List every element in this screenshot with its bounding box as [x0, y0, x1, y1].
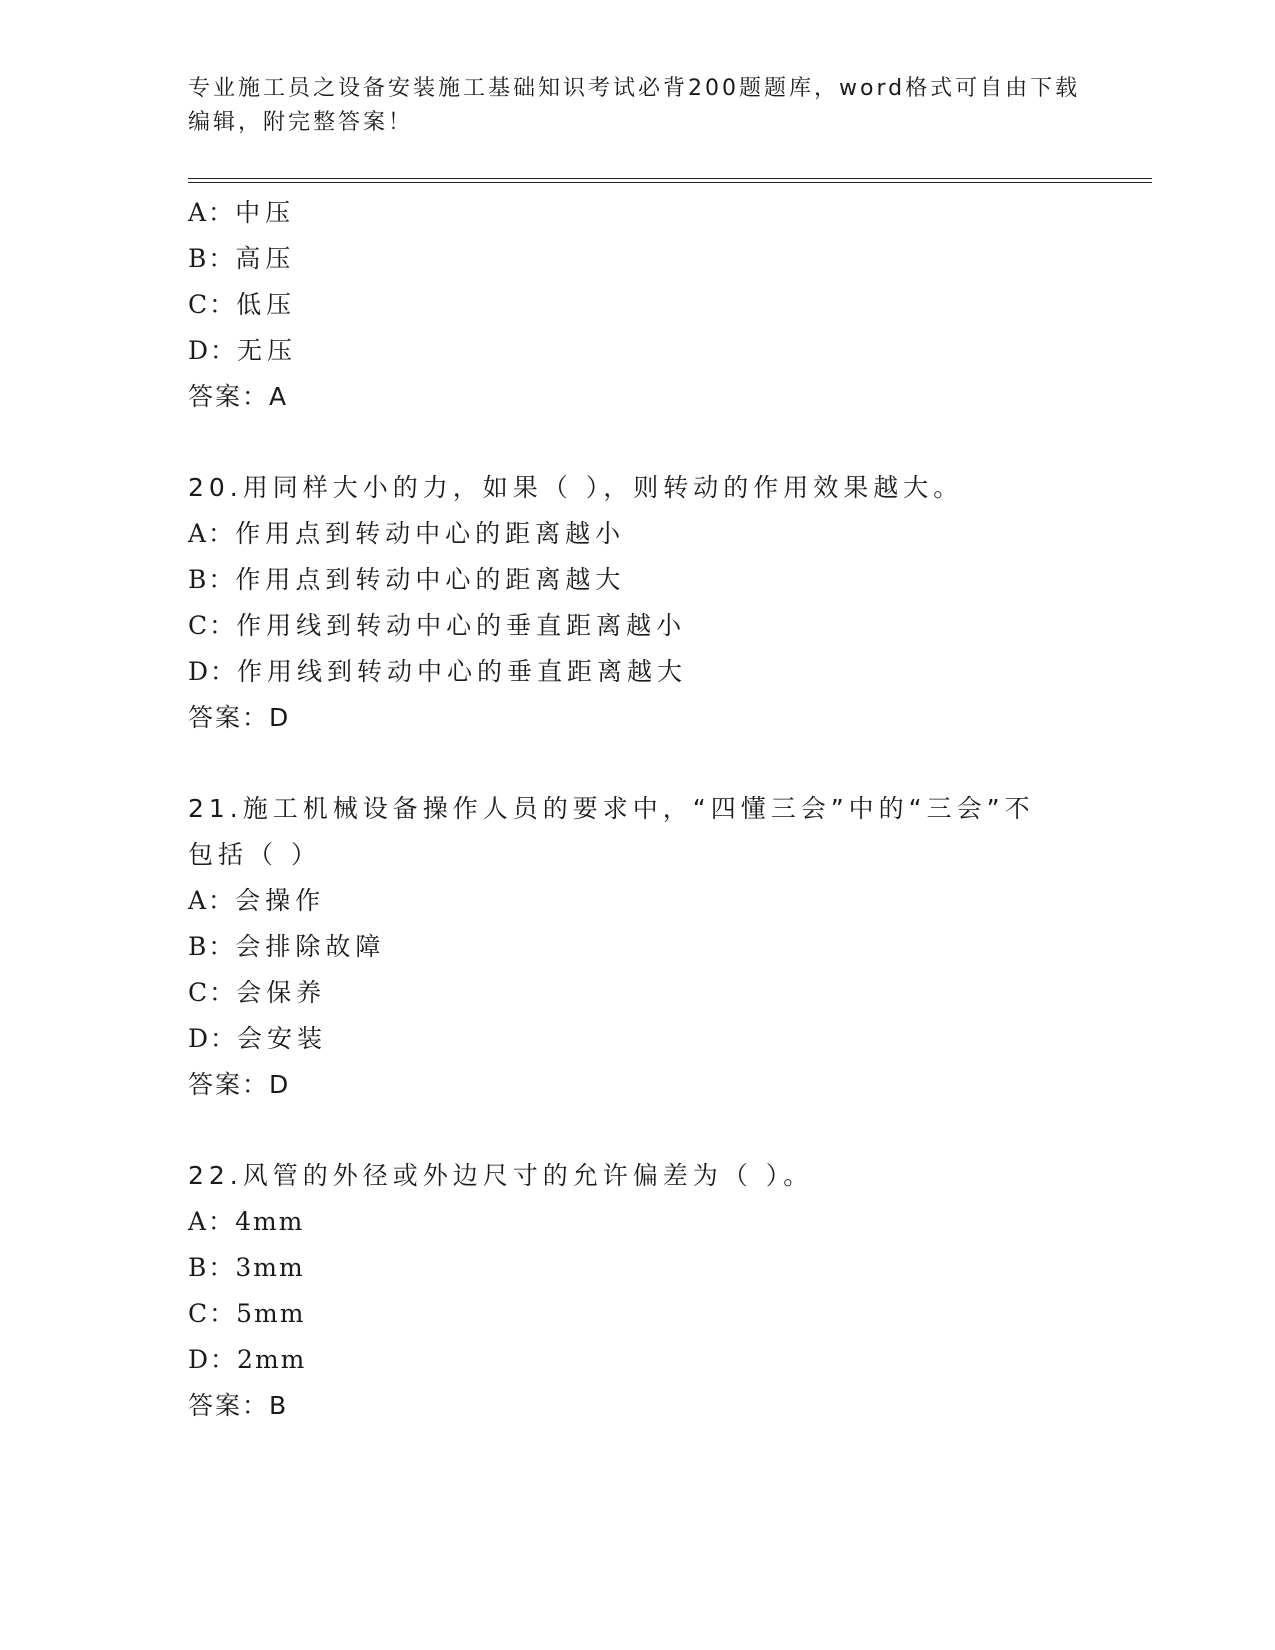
question-block-20 — [188, 465, 1108, 741]
option-a: A：作用点到转动中心的距离越小 — [188, 519, 626, 548]
option-d: D：会安装 — [188, 1024, 328, 1053]
option-b: B：高压 — [188, 244, 296, 273]
answer-line: 答案：D — [188, 1070, 291, 1099]
option-d: D：无压 — [188, 336, 298, 365]
question-stem: 20.用同样大小的力，如果（ ），则转动的作用效果越大。 — [188, 473, 964, 502]
option-c: C：作用线到转动中心的垂直距离越小 — [188, 611, 687, 640]
option-d: D：作用线到转动中心的垂直距离越大 — [188, 657, 688, 686]
option-a: A：4mm — [188, 1207, 305, 1236]
option-b: B：作用点到转动中心的距离越大 — [188, 565, 626, 594]
document-header: 专业施工员之设备安装施工基础知识考试必背200题题库，word格式可自由下载编辑，附完整答案！ — [188, 76, 1081, 135]
header-divider — [188, 178, 1152, 183]
option-d: D：2mm — [188, 1345, 307, 1374]
answer-line: 答案：B — [188, 1391, 289, 1420]
question-block-prev — [188, 190, 1108, 420]
option-a: A：中压 — [188, 198, 296, 227]
option-a: A：会操作 — [188, 886, 326, 915]
option-b: B：3mm — [188, 1253, 305, 1282]
answer-line: 答案：A — [188, 382, 289, 411]
question-block-21 — [188, 786, 1108, 1108]
option-c: C：低压 — [188, 290, 297, 319]
question-list — [188, 190, 1108, 1429]
option-c: C：5mm — [188, 1299, 306, 1328]
question-block-22 — [188, 1153, 1108, 1429]
question-stem: 22.风管的外径或外边尺寸的允许偏差为（ ）。 — [188, 1161, 814, 1190]
option-c: C：会保养 — [188, 978, 327, 1007]
question-stem: 21.施工机械设备操作人员的要求中，“四懂三会”中的“三会”不包括（ ） — [188, 794, 1035, 869]
option-b: B：会排除故障 — [188, 932, 386, 961]
answer-line: 答案：D — [188, 703, 291, 732]
